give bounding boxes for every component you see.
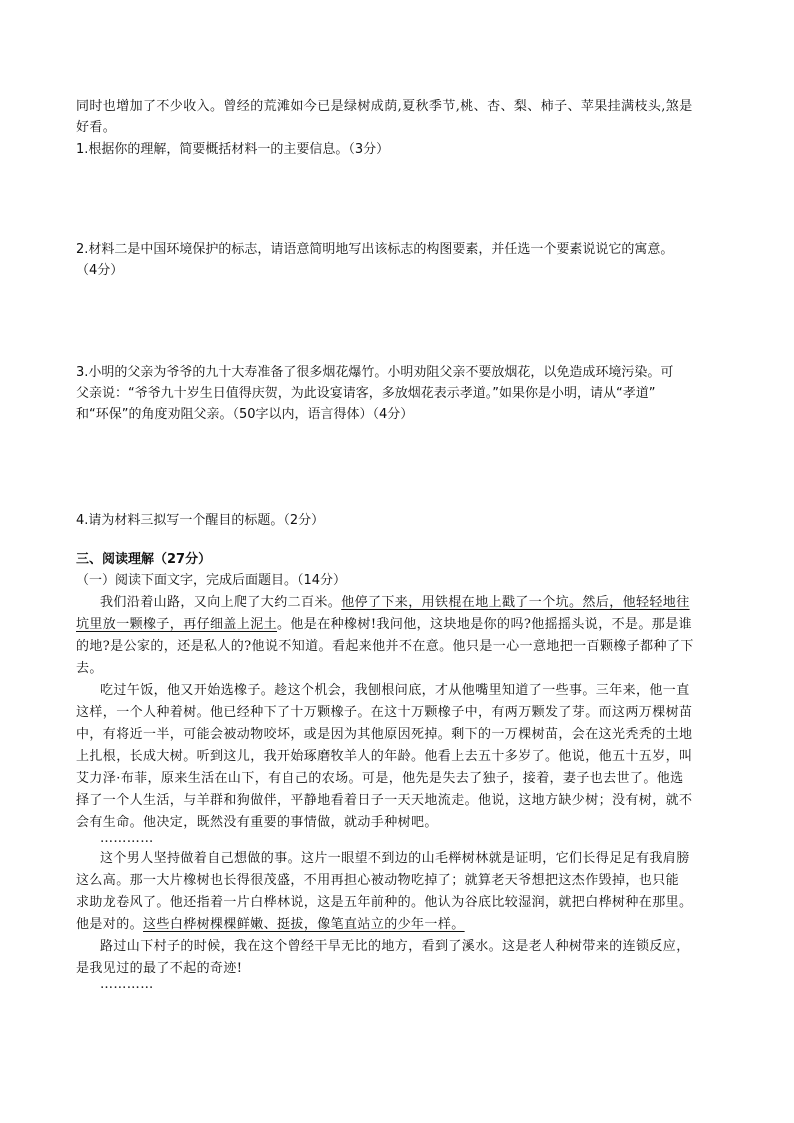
passage-line: 这个男人坚持做着自己想做的事。这片一眼望不到边的山毛榉树林就是证明，它们长得足足有我肩膀	[100, 851, 690, 866]
underlined-sentence: 这些白桦树棵棵鲜嫩、挺拔，像笔直站立的少年一样。	[143, 917, 465, 932]
question-3-line2: 父亲说：“爷爷九十岁生日值得庆贺，为此设宴请客，多放烟花表示孝道。”如果你是小明，请从“孝道”	[76, 386, 656, 401]
question-2: 2.材料二是中国环境保护的标志，请语意简明地写出该标志的构图要素，并任选一个要素说说它的寓意。	[76, 242, 674, 257]
passage-line: 会有生命。他决定，既然没有重要的事情做，就动手种树吧。	[76, 815, 438, 830]
passage-text: 他是对的。	[76, 917, 144, 932]
passage-line: 求助龙卷风了。他还指着一片白桦林说，这是五年前种的。他认为谷底比较湿润，就把白桦树种在那里。	[76, 895, 693, 910]
section-title: 三、阅读理解（27分）	[76, 552, 212, 567]
passage-line	[100, 593, 736, 612]
passage-line: 择了一个人生活，与羊群和狗做伴，平静地看着日子一天天地流走。他说，这地方缺少树；没有树，就不	[76, 793, 693, 808]
passage-line: 艾力泽·布菲，原来生活在山下，有自己的农场。可是，他先是失去了独子，接着，妻子也去世了。他选	[76, 771, 684, 786]
material-text-line: 同时也增加了不少收入。曾经的荒滩如今已是绿树成荫,夏秋季节,桃、杏、梨、柿子、苹果挂满枝头,煞是	[76, 99, 693, 114]
material-text-line: 好看。	[76, 120, 117, 135]
ellipsis: …………	[100, 831, 154, 846]
passage-line: 这样，一个人种着树。他已经种下了十万颗橡子。在这十万颗橡子中，有两万颗发了芽。而这两万棵树苗	[76, 705, 693, 720]
passage-line: 中，有将近一半，可能会被动物咬坏，或是因为其他原因死掉。剩下的一万棵树苗，会在这光秃秃的土地	[76, 727, 693, 742]
passage-line: 上扎根，长成大树。听到这儿，我开始琢磨牧羊人的年龄。他看上去五十多岁了。他说，他五十五岁，叫	[76, 749, 693, 764]
question-1: 1.根据你的理解，简要概括材料一的主要信息。（3分）	[76, 142, 390, 157]
question-4: 4.请为材料三拟写一个醒目的标题。（2分）	[76, 513, 325, 528]
question-2-score: （4分）	[76, 263, 124, 278]
underlined-sentence: 坑里放一颗橡子，再仔细盖上泥土	[76, 617, 278, 632]
passage-line: 路过山下村子的时候，我在这个曾经干旱无比的地方，看到了溪水。这是老人种树带来的连锁反应，	[100, 939, 690, 954]
passage-line	[76, 915, 736, 934]
passage-line: 吃过午饭，他又开始选橡子。趁这个机会，我刨根问底，才从他嘴里知道了一些事。三年来，他一直	[100, 683, 690, 698]
passage-line: 去。	[76, 661, 103, 676]
passage-text: 我们沿着山路，又向上爬了大约二百米。	[100, 595, 342, 610]
underlined-sentence: 他停了下来，用铁棍在地上戳了一个坑。然后，他轻轻地往	[341, 595, 690, 610]
passage-line	[76, 615, 736, 634]
question-3: 3.小明的父亲为爷爷的九十大寿准备了很多烟花爆竹。小明劝阻父亲不要放烟花，以免造成环境污染。可	[76, 365, 674, 380]
question-3-line3: 和“环保”的角度劝阻父亲。（50字以内，语言得体）（4分）	[76, 407, 414, 422]
passage-line: 的地?是公家的，还是私人的?他说不知道。看起来他并不在意。他只是一心一意地把一百颗橡子都种了下	[76, 639, 694, 654]
passage-line: 这么高。那一大片橡树也长得很茂盛，不用再担心被动物吃掉了；就算老天爷想把这杰作毁掉，也只能	[76, 873, 680, 888]
passage-line: 是我见过的最了不起的奇迹!	[76, 961, 243, 976]
ellipsis: …………	[100, 977, 154, 992]
passage-text: 。他是在种橡树!我问他，这块地是你的吗?他摇摇头说，不是。那是谁	[277, 617, 693, 632]
section-subtitle: （一）阅读下面文字，完成后面题目。（14分）	[76, 573, 347, 588]
